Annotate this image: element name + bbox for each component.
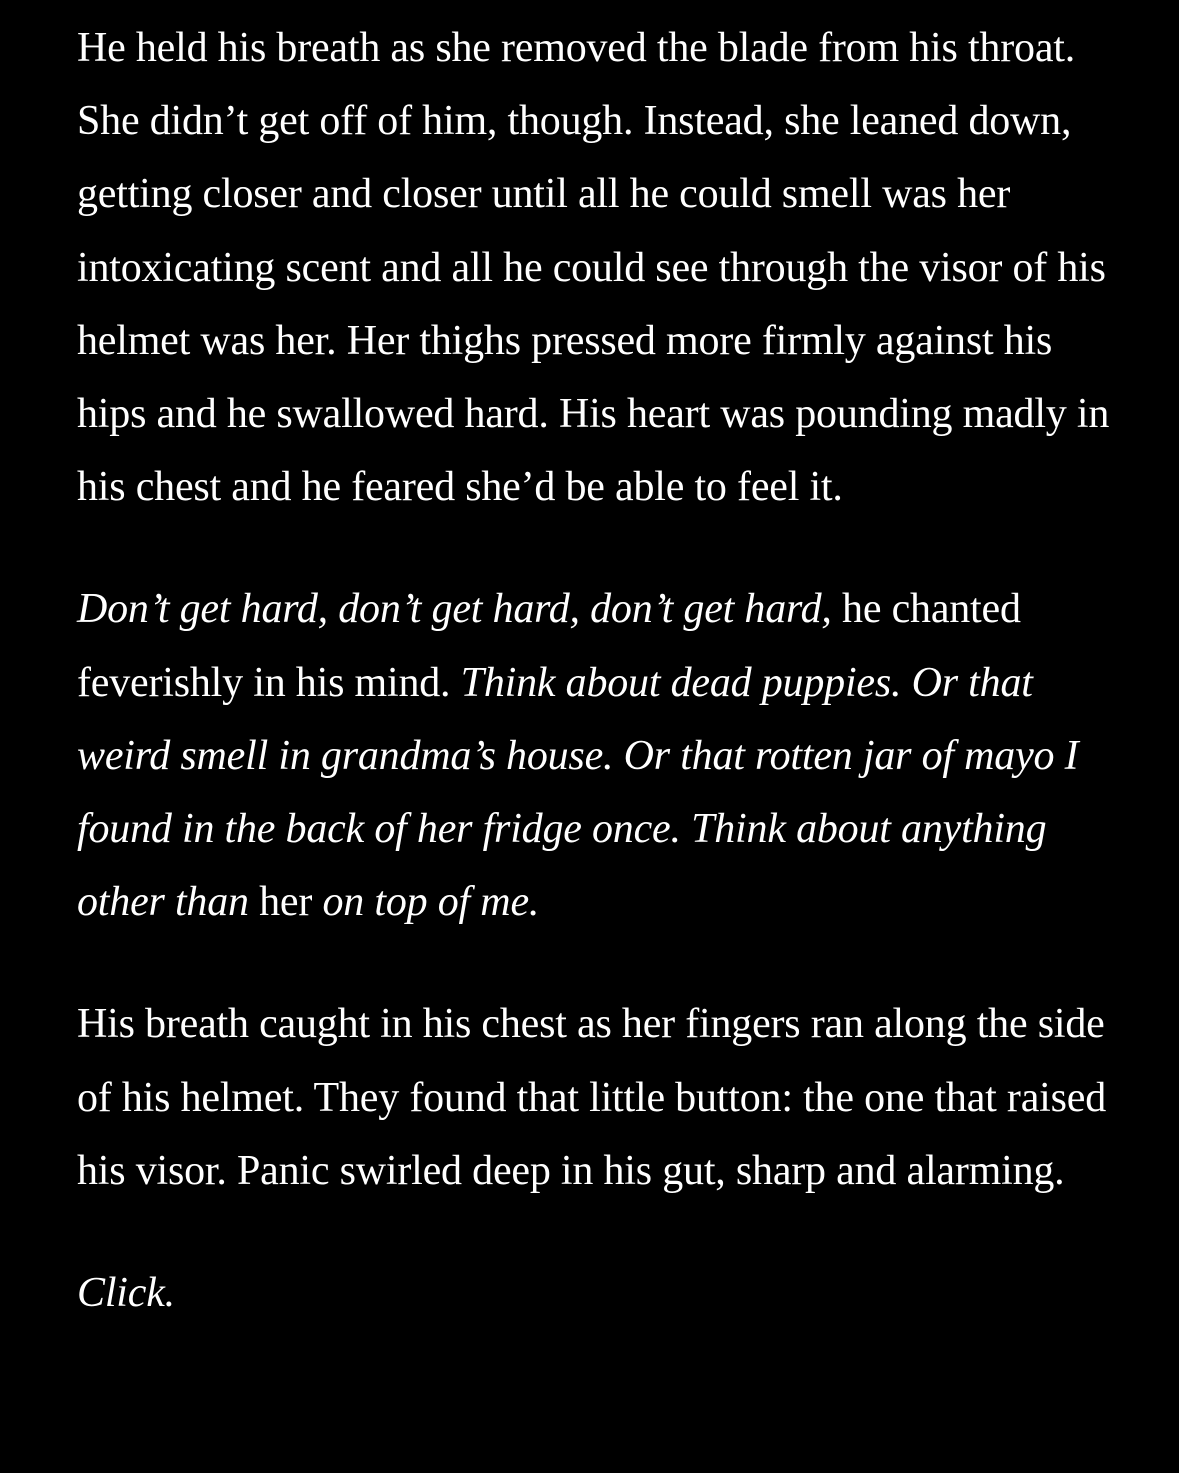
text-span: He held his breath as she removed the blade from his throat. She didn’t get off of him, though. Instead, she leaned down, getting closer and closer until all he could smell was her intoxicating scent and all he could see through the visor of his helmet was her. Her thighs pressed more firmly against his hips and he swallowed hard. His heart was pounding madly in his chest and he feared she’d be able to feel it.: [77, 25, 1110, 511]
text-span: His breath caught in his chest as her fingers ran along the side of his helmet. They found that little button: the one that raised his visor. Panic swirled deep in his gut, sharp and alarming.: [77, 1001, 1107, 1194]
text-span: he chanted feverishly in his mind.: [77, 586, 1021, 706]
paragraph-4: [77, 1257, 1117, 1330]
italic-text-span: Click.: [77, 1270, 175, 1317]
italic-text-span: Think about dead puppies. Or that weird smell in grandma’s house. Or that rotten jar of mayo I found in the back of her fridge once. Think about anything other than: [77, 659, 1079, 926]
paragraph-3: [77, 988, 1117, 1208]
paragraph-2: [77, 573, 1117, 939]
paragraph-1: [77, 12, 1117, 524]
italic-text-span: on top of me.: [322, 879, 540, 926]
italic-text-span: Don’t get hard, don’t get hard, don’t get hard,: [77, 586, 832, 633]
text-span: her: [248, 879, 323, 926]
story-text: [77, 12, 1117, 1330]
